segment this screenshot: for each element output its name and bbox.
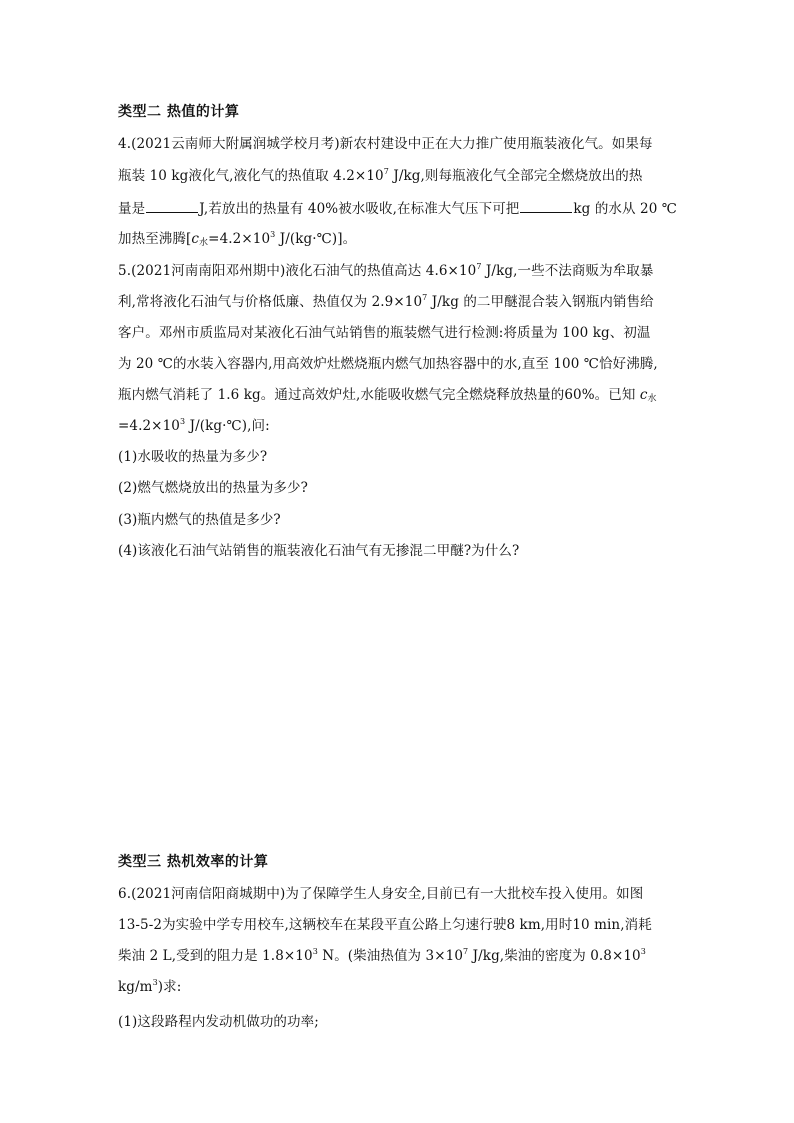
q5-text: =4.2×10: [118, 418, 180, 434]
q6-text: N。(柴油热值为 3×10: [317, 948, 464, 964]
q4-line-2: [118, 166, 643, 186]
section-heading-text: 类型三 热机效率的计算: [118, 854, 269, 870]
q5-text: 客户。邓州市质监局对某液化石油气站销售的瓶装燃气进行检测:将质量为 100 kg、初温: [118, 325, 651, 341]
q5-text: 为 20 ℃的水装入容器内,用高效炉灶燃烧瓶内燃气加热容器中的水,直至 100 ℃恰好沸腾,: [118, 356, 658, 372]
q5-subquestion-text: (4)该液化石油气站销售的瓶装液化石油气有无掺混二甲醚?为什么?: [118, 543, 520, 559]
q4-text: 4.(2021云南师大附属润城学校月考)新农村建设中正在大力推广使用瓶装液化气。如果每: [118, 136, 653, 152]
exponent: 7: [383, 167, 389, 176]
q5-subquestion-1: [118, 447, 267, 467]
q5-subquestion-text: (3)瓶内燃气的热值是多少?: [118, 512, 281, 528]
exponent: 3: [152, 978, 158, 987]
specific-heat-symbol: c: [639, 387, 648, 403]
q4-text: =4.2×10: [208, 231, 271, 247]
q5-line-1: [118, 261, 654, 281]
answer-blank-2[interactable]: [520, 198, 572, 213]
exponent: 7: [463, 947, 469, 956]
exponent: 7: [476, 262, 482, 271]
q5-subquestion-text: (1)水吸收的热量为多少?: [118, 449, 268, 465]
q5-subquestion-2: [118, 478, 308, 498]
q4-line-1: [118, 134, 653, 154]
q6-text: 6.(2021河南信阳商城期中)为了保障学生人身安全,目前已有一大批校车投入使用。如图: [118, 886, 644, 902]
q5-line-3: [118, 323, 651, 343]
q5-text: 瓶内燃气消耗了 1.6 kg。通过高效炉灶,水能吸收燃气完全燃烧释放热量的60%。已知: [118, 387, 640, 403]
q5-text: J/(kg·℃),问:: [185, 418, 270, 434]
q5-subquestion-text: (2)燃气燃烧放出的热量为多少?: [118, 480, 308, 496]
q4-text: 量是: [118, 201, 146, 217]
q6-text: kg/m: [118, 979, 153, 995]
q6-text: J/kg,柴油的密度为 0.8×10: [468, 948, 641, 964]
q5-line-4: [118, 354, 658, 374]
q4-line-3: [118, 198, 677, 219]
section-heading-text: 类型二 热值的计算: [118, 104, 240, 120]
q5-text: 5.(2021河南南阳邓州期中)液化石油气的热值高达 4.6×10: [118, 263, 477, 279]
section-heading-type3: [118, 852, 268, 872]
q5-text: 利,常将液化石油气与价格低廉、热值仅为 2.9×10: [118, 294, 423, 310]
specific-heat-symbol: c: [191, 231, 200, 247]
subscript: 水: [647, 394, 657, 404]
q6-line-2: [118, 915, 652, 935]
q6-text: )求:: [157, 979, 182, 995]
q4-text: J,若放出的热量有 40%被水吸收,在标准大气压下可把: [199, 201, 520, 217]
section-heading-type2: [118, 102, 239, 122]
q5-subquestion-4: [118, 541, 519, 561]
exponent: 3: [640, 947, 646, 956]
exponent: 7: [422, 293, 428, 302]
q6-subquestion-1: [118, 1012, 319, 1032]
exponent: 3: [179, 417, 186, 426]
q6-line-1: [118, 884, 643, 904]
q4-text: J/(kg·℃)]。: [275, 231, 357, 247]
q4-text: 加热至沸腾[: [118, 231, 192, 247]
exponent: 3: [270, 230, 276, 239]
q5-line-6: [118, 416, 270, 436]
q4-text: J/kg,则每瓶液化气全部完全燃烧放出的热: [388, 168, 643, 184]
q6-subquestion-text: (1)这段路程内发动机做功的功率;: [118, 1014, 319, 1030]
q4-text: kg 的水从 20 ℃: [573, 201, 677, 217]
q4-line-4: [118, 229, 356, 249]
q5-line-2: [118, 292, 654, 312]
q5-text: J/kg,一些不法商贩为牟取暴: [481, 263, 654, 279]
q5-line-5: [118, 385, 657, 405]
subscript: 水: [199, 238, 209, 248]
answer-blank-1[interactable]: [146, 198, 198, 213]
q4-text: 瓶装 10 kg液化气,液化气的热值取 4.2×10: [118, 168, 384, 184]
q6-line-3: [118, 946, 646, 966]
q6-text: 13-5-2为实验中学专用校车,这辆校车在某段平直公路上匀速行驶8 km,用时10 min,消耗: [118, 917, 652, 933]
exponent: 3: [312, 947, 318, 956]
q5-text: J/kg 的二甲醚混合装入钢瓶内销售给: [427, 294, 654, 310]
q6-text: 柴油 2 L,受到的阻力是 1.8×10: [118, 948, 313, 964]
q6-line-4: [118, 977, 181, 997]
q5-subquestion-3: [118, 510, 281, 530]
